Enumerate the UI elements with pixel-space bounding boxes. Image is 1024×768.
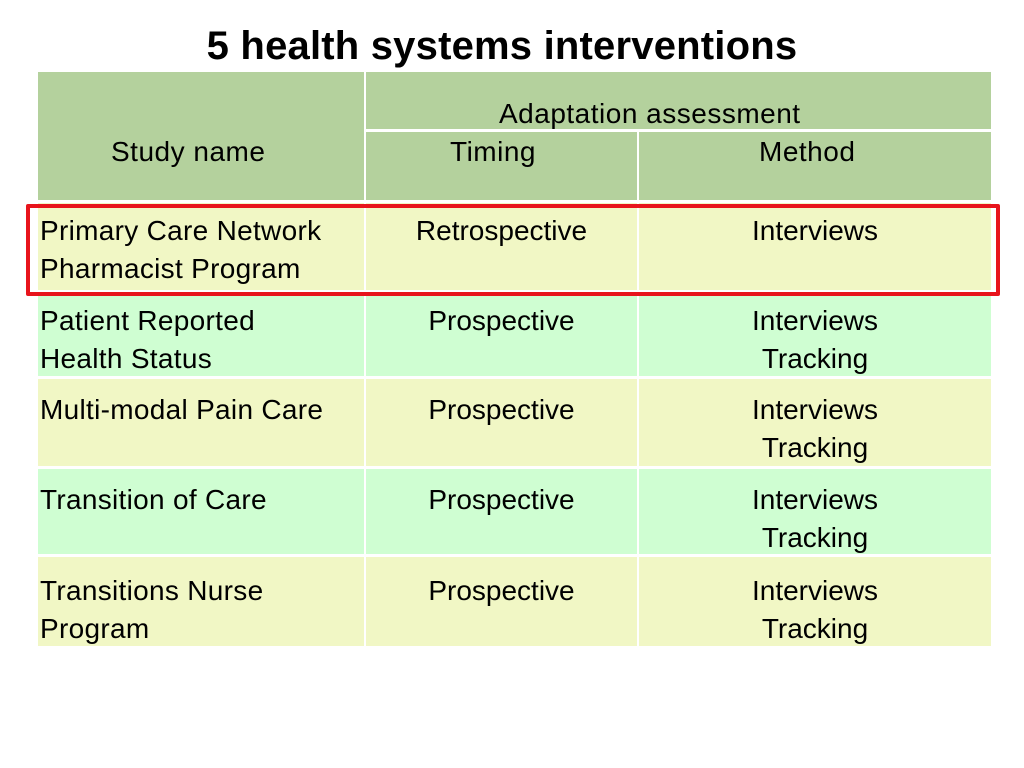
header-method: Method: [759, 136, 856, 167]
study-name-line: Transitions Nurse: [40, 575, 264, 606]
timing-cell: [366, 302, 637, 340]
method-value: Tracking: [761, 343, 869, 374]
method-value: Interviews: [751, 484, 879, 515]
header-study-name: Study name: [111, 136, 266, 167]
interventions-table: [38, 72, 991, 646]
method-value: Interviews: [751, 215, 879, 246]
method-cell: [639, 302, 991, 378]
timing-value: Prospective: [428, 484, 575, 515]
slide-title: 5 health systems interventions: [206, 24, 798, 68]
header-adaptation-assessment: Adaptation assessment: [499, 98, 801, 129]
method-value: Tracking: [761, 522, 869, 553]
timing-value: Prospective: [428, 305, 575, 336]
study-name-line: Patient Reported: [40, 305, 255, 336]
header-timing: Timing: [450, 136, 536, 167]
method-cell: [639, 572, 991, 648]
study-name-cell: [38, 391, 364, 429]
method-value: Interviews: [751, 394, 879, 425]
study-name-cell: [38, 302, 364, 378]
study-name-line: Program: [40, 613, 150, 644]
study-name-cell: [38, 481, 364, 519]
method-cell: [639, 481, 991, 557]
study-name-line: Pharmacist Program: [40, 253, 301, 284]
method-value: Tracking: [761, 432, 869, 463]
highlight-box: [26, 204, 1000, 296]
timing-cell: [366, 481, 637, 519]
timing-cell: [366, 572, 637, 610]
timing-value: Prospective: [428, 575, 575, 606]
study-name-line: Health Status: [40, 343, 212, 374]
study-name-line: Primary Care Network: [40, 215, 322, 246]
method-value: Tracking: [761, 613, 869, 644]
study-name-cell: [38, 572, 364, 648]
timing-value: Prospective: [428, 394, 575, 425]
timing-cell: [366, 391, 637, 429]
method-cell: [639, 391, 991, 467]
study-name-line: Transition of Care: [40, 484, 267, 515]
study-name-line: Multi-modal Pain Care: [40, 394, 324, 425]
column-divider: [364, 72, 366, 646]
row-divider: [38, 200, 991, 203]
timing-value: Retrospective: [415, 215, 588, 246]
method-value: Interviews: [751, 575, 879, 606]
method-value: Interviews: [751, 305, 879, 336]
